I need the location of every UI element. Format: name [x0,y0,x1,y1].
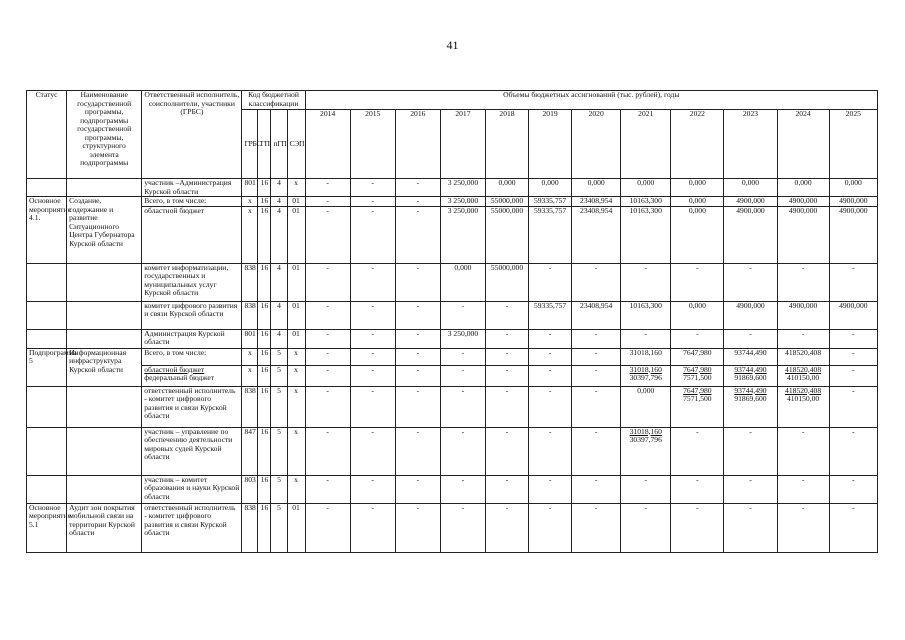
cell-value: - [395,348,440,365]
cell-status: Основное мероприятие 4.1. [27,197,67,264]
cell-value: - [395,365,440,386]
cell-pgp: 5 [271,503,287,552]
cell-value: - [350,329,395,348]
cell-status [27,427,67,475]
cell-name [67,386,142,427]
cell-gp: 16 [258,348,271,365]
cell-value: - [305,503,350,552]
cell-value: - [350,206,395,263]
cell-gp: 16 [258,179,271,197]
cell-value: - [724,427,777,475]
header-year: 2015 [350,110,395,179]
cell-sep: х [287,348,305,365]
header-pgp: пГП [271,110,287,179]
value-regional: 93744,490 [734,364,767,374]
cell-responsible: областной бюджет [142,206,242,263]
cell-value: - [440,427,485,475]
cell-value: - [350,427,395,475]
cell-value: 0,000 [671,197,724,207]
cell-value: - [440,301,485,329]
cell-value: - [829,329,877,348]
cell-value: 10163,300 [621,206,671,263]
header-year: 2017 [440,110,485,179]
cell-value: - [485,503,528,552]
cell-value: - [440,503,485,552]
cell-sep: 01 [287,206,305,263]
cell-value: - [724,475,777,503]
cell-value: - [777,329,829,348]
cell-name [67,179,142,197]
header-year: 2022 [671,110,724,179]
value-regional: 31018,160 [629,364,662,374]
cell-value: - [572,263,621,301]
cell-grbs: 801 [242,329,258,348]
table-row [27,329,878,348]
cell-value: - [440,386,485,427]
cell-value: - [529,475,572,503]
cell-value: 59335,757 [529,197,572,207]
cell-responsible: участник – управление по обеспечению деятельности мировых судей Курской области [142,427,242,475]
cell-value [621,365,671,386]
cell-value: 0,000 [777,179,829,197]
value-regional: 418520,408 [785,385,822,395]
cell-value: - [350,263,395,301]
cell-value [671,365,724,386]
cell-value [777,386,829,427]
cell-value: - [829,263,877,301]
cell-value: 0,000 [529,179,572,197]
cell-value: 0,000 [724,179,777,197]
cell-value: - [305,206,350,263]
cell-value: - [485,386,528,427]
cell-value: - [485,475,528,503]
cell-pgp: 4 [271,206,287,263]
cell-value: - [724,503,777,552]
cell-value: - [671,503,724,552]
cell-value: - [671,475,724,503]
header-year: 2025 [829,110,877,179]
cell-responsible: ответственный исполнитель - комитет цифрового развития и связи Курской области [142,503,242,552]
table-row [27,503,878,552]
cell-value: - [829,348,877,365]
value-federal: 7571,500 [683,373,712,382]
cell-value: - [671,263,724,301]
cell-value: 0,000 [621,179,671,197]
cell-value: 0,000 [621,386,671,427]
cell-value: - [395,206,440,263]
header-year: 2020 [572,110,621,179]
value-regional: 93744,490 [734,385,767,395]
cell-value: 0,000 [671,301,724,329]
cell-value: - [305,348,350,365]
cell-grbs: 838 [242,503,258,552]
cell-status [27,386,67,427]
cell-value: 10163,300 [621,301,671,329]
header-year: 2019 [529,110,572,179]
cell-value: 4900,000 [829,206,877,263]
cell-value: - [485,427,528,475]
value-regional: 31018,160 [629,426,662,436]
cell-value: - [305,329,350,348]
cell-value: - [350,386,395,427]
cell-value: - [777,263,829,301]
cell-value: 0,000 [572,179,621,197]
cell-value: - [395,386,440,427]
cell-value: - [485,348,528,365]
cell-sep: 01 [287,503,305,552]
cell-pgp: 5 [271,348,287,365]
table-row [27,179,878,197]
cell-value: - [724,263,777,301]
header-code-group: Код бюджетной классификации [242,91,305,110]
value-federal: 410150,00 [786,394,820,403]
cell-gp: 16 [258,427,271,475]
cell-grbs: х [242,365,258,386]
cell-value: - [829,386,877,427]
cell-value: - [395,179,440,197]
cell-pgp: 5 [271,475,287,503]
cell-value: - [529,427,572,475]
table-row [27,301,878,329]
cell-name [67,475,142,503]
cell-value: - [529,365,572,386]
table-row [27,197,878,207]
cell-status [27,301,67,329]
cell-value: - [305,263,350,301]
cell-sep: 01 [287,329,305,348]
table-row [27,263,878,301]
cell-value: - [777,475,829,503]
cell-value: - [485,329,528,348]
cell-value: - [305,179,350,197]
cell-value: - [440,365,485,386]
cell-gp: 16 [258,386,271,427]
cell-grbs: 847 [242,427,258,475]
cell-sep: х [287,386,305,427]
cell-status [27,179,67,197]
cell-responsible: Всего, в том числе: [142,197,242,207]
cell-value: 59335,757 [529,206,572,263]
cell-name: Создание, содержание и развитие Ситуационного Центра Губернатора Курской области [67,197,142,264]
header-year: 2024 [777,110,829,179]
cell-gp: 16 [258,503,271,552]
cell-value: - [395,503,440,552]
cell-name: Аудит зон покрытия мобильной связи на территории Курской области [67,503,142,552]
cell-responsible: комитет цифрового развития и связи Курской области [142,301,242,329]
cell-gp: 16 [258,475,271,503]
cell-value: 3 250,000 [440,179,485,197]
cell-sep: 01 [287,301,305,329]
cell-value: 0,000 [440,263,485,301]
cell-value: - [777,503,829,552]
cell-value: - [350,348,395,365]
cell-value: - [350,475,395,503]
cell-value: - [671,427,724,475]
cell-gp: 16 [258,197,271,207]
cell-status: Подпрограмма 5 [27,348,67,386]
budget-table [26,90,878,553]
cell-value: - [485,301,528,329]
cell-value: - [777,427,829,475]
budget-line-regional: областной бюджет [144,364,205,374]
cell-grbs: х [242,197,258,207]
cell-value: 7647,980 [671,348,724,365]
cell-value: 0,000 [671,206,724,263]
cell-value: - [350,503,395,552]
cell-name [67,301,142,329]
cell-gp: 16 [258,365,271,386]
cell-value: - [621,263,671,301]
cell-pgp: 4 [271,197,287,207]
value-regional: 418520,408 [785,364,822,374]
cell-responsible: участник – комитет образования и науки Курской области [142,475,242,503]
table-row [27,475,878,503]
cell-name [67,427,142,475]
cell-value: 23408,954 [572,197,621,207]
cell-status: Основное мероприятие 5.1 [27,503,67,552]
table-row [27,427,878,475]
budget-line-federal: федеральный бюджет [144,373,215,382]
header-year: 2018 [485,110,528,179]
cell-sep: х [287,365,305,386]
cell-value: - [395,301,440,329]
cell-value: - [305,386,350,427]
value-regional: 7647,980 [683,364,712,374]
cell-value: 0,000 [829,179,877,197]
cell-value: - [305,365,350,386]
cell-value: - [350,197,395,207]
table-row [27,206,878,263]
cell-name [67,329,142,348]
cell-value: - [395,263,440,301]
cell-value: 55000,000 [485,197,528,207]
cell-value: - [395,427,440,475]
cell-name: Информационная инфраструктура Курской области [67,348,142,386]
cell-status [27,329,67,348]
cell-pgp: 5 [271,365,287,386]
cell-responsible: комитет информатизации, государственных и муниципальных услуг Курской области [142,263,242,301]
cell-value: - [440,348,485,365]
cell-pgp: 4 [271,329,287,348]
table-row [27,386,878,427]
cell-grbs: 838 [242,301,258,329]
cell-responsible [142,365,242,386]
cell-value: 10163,300 [621,197,671,207]
cell-responsible: ответственный исполнитель - комитет цифрового развития и связи Курской области [142,386,242,427]
cell-value: - [305,427,350,475]
cell-value: 4900,000 [829,301,877,329]
value-federal: 30397,796 [629,373,662,382]
cell-value [724,365,777,386]
cell-value [671,386,724,427]
cell-value: - [395,197,440,207]
cell-value: - [621,503,671,552]
cell-value: 55000,000 [485,206,528,263]
header-year: 2014 [305,110,350,179]
header-volumes: Объемы бюджетных ассигнований (тыс. рублей), годы [305,91,877,110]
cell-value: 0,000 [485,179,528,197]
header-row-1 [27,91,878,110]
cell-value: - [529,386,572,427]
cell-value: 4900,000 [724,301,777,329]
cell-value: 3 250,000 [440,329,485,348]
cell-grbs: х [242,348,258,365]
cell-status [27,475,67,503]
cell-value: - [305,301,350,329]
cell-value: - [572,475,621,503]
cell-pgp: 5 [271,386,287,427]
cell-grbs: 803 [242,475,258,503]
cell-value: 3 250,000 [440,206,485,263]
cell-gp: 16 [258,301,271,329]
cell-value: 4900,000 [777,301,829,329]
cell-value: - [440,475,485,503]
cell-value: 31018,160 [621,348,671,365]
cell-value: - [350,301,395,329]
cell-sep: х [287,475,305,503]
cell-value: 4900,000 [777,206,829,263]
header-responsible: Ответственный исполнитель, соисполнители, участники (ГРБС) [142,91,242,179]
cell-value: 23408,954 [572,301,621,329]
cell-sep: х [287,179,305,197]
cell-value: - [829,503,877,552]
cell-value: - [350,365,395,386]
value-federal: 30397,796 [629,435,662,444]
header-year: 2016 [395,110,440,179]
cell-value [621,427,671,475]
value-federal: 410150,00 [786,373,820,382]
cell-value: - [350,179,395,197]
cell-value: 4900,000 [829,197,877,207]
cell-value [777,365,829,386]
cell-value: - [572,348,621,365]
cell-sep: 01 [287,263,305,301]
cell-value: - [572,427,621,475]
value-regional: 7647,980 [683,385,712,395]
cell-value: - [671,329,724,348]
cell-value: - [572,386,621,427]
cell-value: - [621,475,671,503]
cell-value: 55000,000 [485,263,528,301]
cell-value: - [572,503,621,552]
cell-value: 4900,000 [777,197,829,207]
header-grbs: ГРБС [242,110,258,179]
cell-grbs: 801 [242,179,258,197]
cell-name [67,263,142,301]
cell-value: - [829,365,877,386]
cell-gp: 16 [258,329,271,348]
cell-value: - [621,329,671,348]
cell-value [724,386,777,427]
cell-grbs: х [242,206,258,263]
cell-value: - [395,475,440,503]
cell-value: 93744,490 [724,348,777,365]
cell-sep: 01 [287,197,305,207]
cell-responsible: Администрация Курской области [142,329,242,348]
cell-gp: 16 [258,263,271,301]
value-federal: 7571,500 [683,394,712,403]
cell-value: - [305,197,350,207]
cell-value: - [529,329,572,348]
header-year: 2023 [724,110,777,179]
cell-value: 3 250,000 [440,197,485,207]
header-status: Статус [27,91,67,179]
page-number: 41 [446,38,459,52]
cell-grbs: 838 [242,263,258,301]
header-name: Наименование государственной программы, подпрограммы государственной программы, структурного элемента подпрограммы [67,91,142,179]
cell-pgp: 4 [271,179,287,197]
cell-sep: х [287,427,305,475]
cell-value: 4900,000 [724,206,777,263]
cell-value: - [529,348,572,365]
header-sep: СЭП [287,110,305,179]
cell-value: - [529,503,572,552]
cell-gp: 16 [258,206,271,263]
cell-value: - [485,365,528,386]
cell-value: - [829,427,877,475]
header-gp: ГП [258,110,271,179]
cell-responsible: участник –Администрация Курской области [142,179,242,197]
value-federal: 91869,600 [734,373,767,382]
cell-status [27,263,67,301]
cell-value: - [724,329,777,348]
cell-value: - [395,329,440,348]
cell-value: - [572,329,621,348]
cell-value: 59335,757 [529,301,572,329]
cell-pgp: 4 [271,263,287,301]
cell-value: 23408,954 [572,206,621,263]
table-row [27,365,878,386]
cell-grbs: 838 [242,386,258,427]
cell-pgp: 4 [271,301,287,329]
value-federal: 91869,600 [734,394,767,403]
cell-value: 0,000 [671,179,724,197]
cell-value: - [305,475,350,503]
cell-value: 418520,408 [777,348,829,365]
cell-value: 4900,000 [724,197,777,207]
cell-responsible: Всего, в том числе: [142,348,242,365]
cell-value: - [829,475,877,503]
cell-value: - [529,263,572,301]
cell-value: - [572,365,621,386]
header-year: 2021 [621,110,671,179]
cell-pgp: 5 [271,427,287,475]
table-row [27,348,878,365]
